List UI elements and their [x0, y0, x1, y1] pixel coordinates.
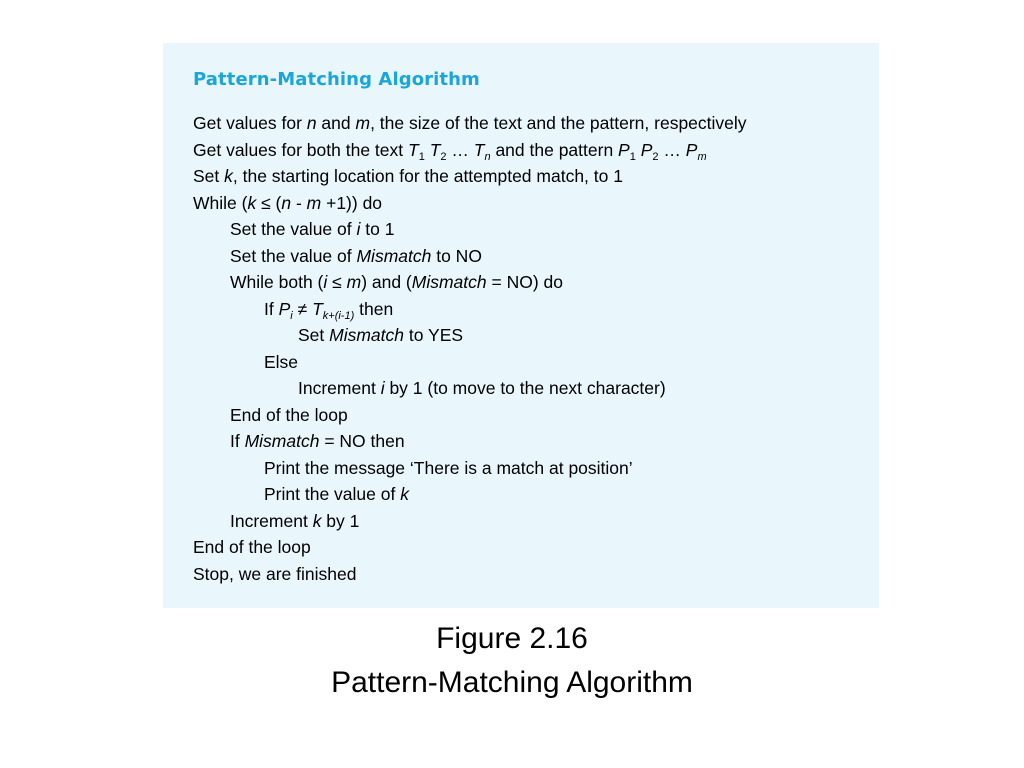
variable-text: Mismatch [329, 325, 405, 345]
subscript-text: 1 [629, 150, 636, 163]
line-text: If [264, 298, 279, 319]
line-text: While ( [193, 192, 248, 213]
algorithm-line [193, 428, 747, 455]
line-text: Print the message ‘There is a match at position’ [264, 457, 633, 478]
algorithm-line [193, 190, 747, 217]
line-text: End of the loop [230, 404, 348, 425]
line-text: +1)) do [321, 192, 383, 213]
algorithm-line [193, 163, 747, 190]
line-text: Print the value of [264, 484, 401, 504]
algorithm-line [193, 561, 747, 588]
variable-text: k [400, 484, 409, 504]
variable-text: n [306, 113, 317, 133]
variable-text: i [380, 378, 385, 398]
line-text: by 1 [321, 510, 360, 531]
line-text: and [316, 113, 356, 133]
variable-text: k [247, 192, 257, 213]
algorithm-line [193, 534, 747, 561]
line-text: Set the value of [230, 219, 357, 239]
variable-text: T [407, 139, 419, 160]
algorithm-steps-list [193, 110, 747, 587]
variable-text: n [281, 192, 292, 213]
algorithm-line [193, 508, 747, 535]
subscript [697, 151, 706, 163]
algorithm-line [193, 481, 747, 508]
line-text: Stop, we are finished [193, 563, 357, 584]
subscript-text: m [697, 150, 707, 163]
line-text: Get values for both the text [193, 139, 408, 160]
algorithm-line [193, 455, 747, 482]
variable-text: T [312, 298, 323, 319]
line-text: , the size of the text and the pattern, respectively [370, 113, 747, 133]
variable-text: m [306, 192, 322, 213]
line-text: If [230, 431, 245, 451]
line-text: Get values for [193, 113, 307, 133]
variable-text: T [429, 139, 441, 160]
algorithm-line [193, 375, 747, 402]
line-text: ≤ ( [256, 192, 282, 213]
variable-text: Mismatch [411, 272, 487, 292]
line-text: ≤ [327, 272, 347, 292]
line-text: then [354, 298, 394, 319]
algorithm-line [193, 402, 747, 429]
variable-text: m [346, 272, 362, 292]
line-text: Set [193, 166, 225, 186]
line-text: , the starting location for the attempted match, to 1 [232, 166, 623, 186]
figure-caption-number: Figure 2.16 [436, 622, 588, 655]
subscript-text: i [290, 309, 293, 322]
algorithm-line [193, 322, 747, 349]
algorithm-line [193, 110, 747, 137]
subscript-text: 1 [418, 150, 425, 163]
line-text: Increment [298, 378, 381, 398]
line-text: to 1 [360, 219, 395, 239]
figure-caption-title: Pattern-Matching Algorithm [331, 666, 693, 699]
line-text: = NO then [319, 431, 405, 451]
subscript-text: k+(i-1) [322, 309, 355, 322]
line-text: … [658, 139, 686, 160]
line-text: = NO) do [486, 272, 563, 292]
algorithm-line [193, 216, 747, 243]
variable-text: i [356, 219, 361, 239]
line-text: and the pattern [490, 139, 619, 160]
subscript [323, 310, 354, 322]
line-text: - [291, 192, 307, 213]
subscript-text: 2 [652, 150, 659, 163]
variable-text: k [224, 166, 233, 186]
line-text: ) and ( [361, 272, 412, 292]
algorithm-line [193, 269, 747, 296]
line-text: ≠ [292, 298, 313, 319]
algorithm-title: Pattern-Matching Algorithm [193, 69, 480, 90]
line-text: End of the loop [193, 537, 311, 557]
variable-text: T [473, 139, 485, 160]
line-text: Set [298, 325, 330, 345]
variable-text: m [355, 113, 371, 133]
variable-text: P [685, 139, 698, 160]
variable-text: Mismatch [356, 245, 432, 266]
subscript-text: 2 [440, 150, 447, 163]
variable-text: P [640, 139, 653, 160]
variable-text: i [323, 272, 328, 292]
algorithm-figure-panel [163, 43, 879, 608]
variable-text: Mismatch [244, 431, 320, 451]
subscript-text: n [484, 150, 491, 163]
algorithm-line [193, 137, 747, 164]
line-text: by 1 (to move to the next character) [384, 378, 666, 398]
line-text: to NO [431, 245, 482, 266]
variable-text: P [278, 298, 291, 319]
line-text: Increment [230, 510, 313, 531]
variable-text: P [618, 139, 630, 160]
algorithm-line [193, 349, 747, 376]
algorithm-line [193, 243, 747, 270]
line-text: While both ( [230, 272, 324, 292]
algorithm-line [193, 296, 747, 323]
line-text: Else [264, 351, 299, 372]
line-text: Set the value of [230, 245, 357, 266]
line-text: to YES [404, 325, 464, 345]
line-text: … [446, 139, 474, 160]
variable-text: k [312, 510, 322, 531]
